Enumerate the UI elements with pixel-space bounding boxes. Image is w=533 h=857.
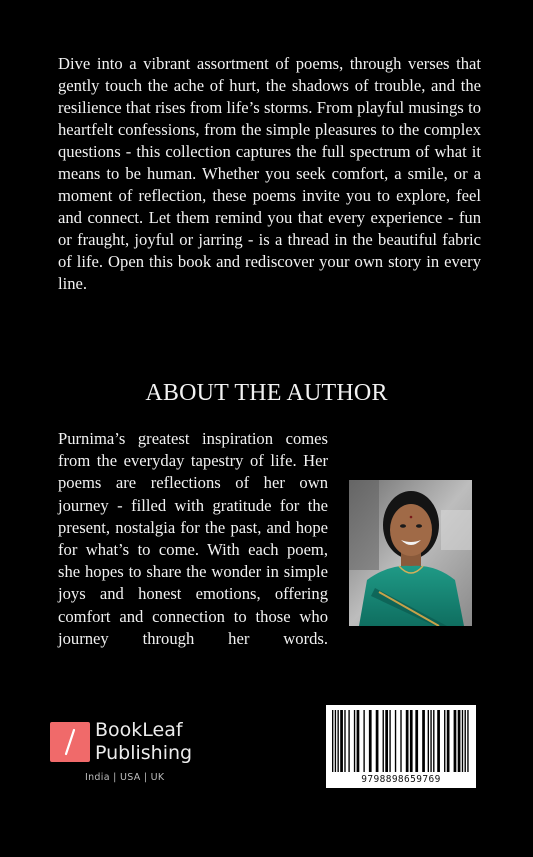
publisher-name	[95, 719, 192, 765]
barcode-bar	[428, 710, 429, 772]
isbn-number: 9798898659769	[361, 774, 441, 785]
barcode-bar	[335, 710, 336, 772]
barcode-bar	[376, 710, 379, 772]
barcode-bar	[462, 710, 463, 772]
barcode-bar	[389, 710, 390, 772]
barcode-bar	[454, 710, 457, 772]
slash-icon	[62, 728, 78, 756]
barcode-bar	[332, 710, 333, 772]
author-photo	[349, 480, 472, 626]
barcode-bar	[395, 710, 396, 772]
barcode-bar	[357, 710, 360, 772]
publisher-name-line1: BookLeaf	[95, 719, 183, 741]
bookleaf-logo-mark	[50, 722, 90, 762]
author-bio: Purnima’s greatest inspiration comes from the everyday tapestry of life. Her poems are reflections of her own journey - filled with gratitude for the present, nostalgia for the past, and hope for what’s to come. With each poem, she hopes to share the wonder in simple joys and honest emotions, offering comfort and connection to those who journey through her words.	[58, 429, 328, 648]
barcode-bar	[430, 710, 431, 772]
barcode-bar	[385, 710, 388, 772]
barcode-bar	[465, 710, 466, 772]
barcode-bar	[337, 710, 338, 772]
publisher-logo	[50, 721, 200, 771]
barcode-bar	[383, 710, 384, 772]
barcode-bar	[354, 710, 355, 772]
publisher-name-line2: Publishing	[95, 742, 193, 764]
about-author-heading: ABOUT THE AUTHOR	[145, 380, 388, 406]
isbn-barcode	[326, 705, 476, 788]
barcode-bar	[406, 710, 409, 772]
barcode-bar	[363, 710, 364, 772]
barcode-bar	[348, 710, 349, 772]
barcode-bar	[344, 710, 345, 772]
barcode-bar	[422, 710, 425, 772]
barcode-bar	[444, 710, 445, 772]
barcode-bar	[369, 710, 372, 772]
barcode-bar	[415, 710, 418, 772]
publisher-regions: India | USA | UK	[85, 772, 165, 783]
barcode-bar	[467, 710, 468, 772]
barcode-bars	[332, 710, 470, 772]
barcode-bar	[340, 710, 343, 772]
barcode-bar	[437, 710, 440, 772]
barcode-bar	[458, 710, 461, 772]
author-portrait-illustration	[349, 480, 472, 626]
barcode-bar	[410, 710, 413, 772]
back-cover-blurb: Dive into a vibrant assortment of poems, through verses that gently touch the ache of hurt, the shadows of trouble, and the resilience that rises from life’s storms. From playful musings to heartfelt confessions, from the simple pleasures to the complex questions - this collection captures the full spectrum of what it means to be human. Whether you seek comfort, a smile, or a moment of reflection, these poems invite you to explore, feel and connect. Let them remind you that every experience - fun or fraught, joyful or jarring - is a thread in the beautiful fabric of life. Open this book and rediscover your own story in every line.	[58, 54, 481, 293]
barcode-bar	[447, 710, 450, 772]
barcode-bar	[400, 710, 401, 772]
barcode-bar	[433, 710, 434, 772]
